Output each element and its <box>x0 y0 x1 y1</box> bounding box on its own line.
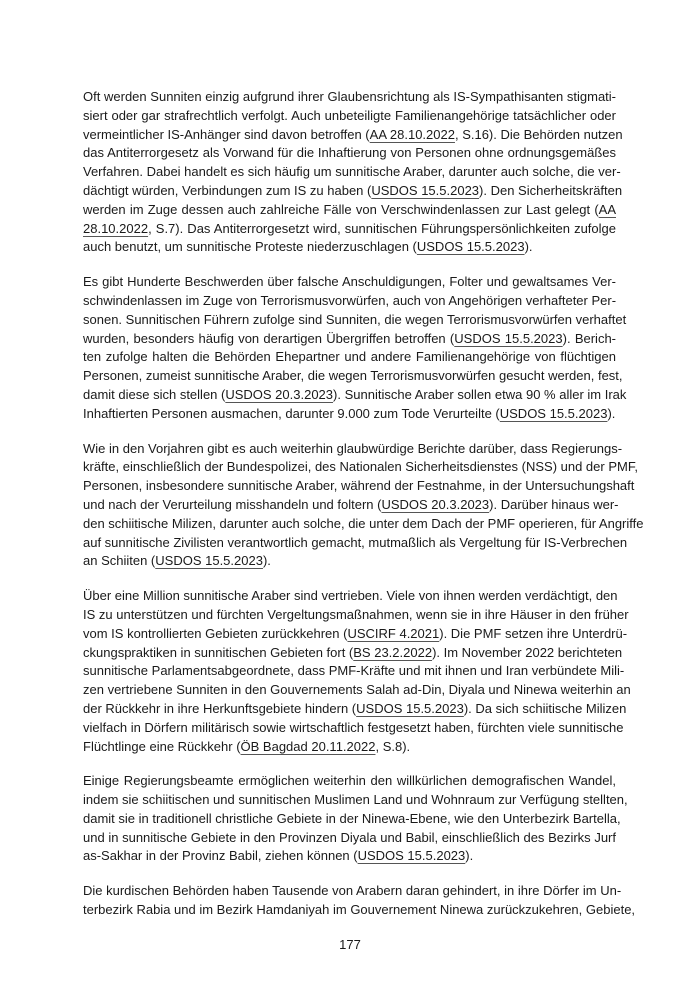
text-run: der Rückkehr in ihre Herkunftsgebiete hindern ( <box>83 700 357 716</box>
text-run: Einige Regierungsbeamte ermöglichen weiterhin den willkürlichen demografischen Wandel, <box>83 773 616 789</box>
page-number: 177 <box>339 936 361 952</box>
text-run: ten zufolge halten die Behörden Ehepartner und andere Familienangehörige von flüchtigen <box>83 349 616 365</box>
citation-link[interactable]: BS 23.2.2022 <box>353 644 433 660</box>
text-run: ). Sunnitische Araber sollen etwa 90 % aller im Irak <box>333 386 627 402</box>
text-run: siert oder gar strafrechtlich verfolgt. Auch unbeteiligte Familienangehörige tatsächlicher oder <box>83 107 616 123</box>
text-line <box>83 847 616 866</box>
text-run: ). Da sich schiitische Milizen <box>463 700 627 716</box>
text-run: und nach der Verurteilung misshandeln und foltern ( <box>83 496 382 512</box>
text-run: ). <box>262 553 271 569</box>
text-run: Flüchtlinge eine Rückkehr ( <box>83 738 241 754</box>
text-run: indem sie schiitischen und sunnitischen Muslimen Land und Wohnraum zur Verfügung stellten, <box>83 792 628 808</box>
text-run: damit diese sich stellen ( <box>83 386 226 402</box>
text-run: Personen, insbesondere sunnitische Araber, während der Festnahme, in der Untersuchungshaft <box>83 478 635 494</box>
text-run: an Schiiten ( <box>83 553 156 569</box>
text-run: vielfach in Dörfern militärisch sowie wirtschaftlich festgesetzt haben, fürchten viele sunnitische <box>83 719 624 735</box>
text-line <box>83 477 635 496</box>
citation-link[interactable]: USDOS 20.3.2023 <box>381 496 490 512</box>
text-line <box>83 163 621 182</box>
text-line <box>83 440 623 459</box>
text-run: ). <box>465 848 474 864</box>
text-run: dächtigt würden, Verbindungen zum IS zu haben ( <box>83 182 372 198</box>
text-line <box>83 625 628 644</box>
text-line <box>83 772 616 791</box>
text-run: ). Die PMF setzen ihre Unterdrü- <box>439 625 628 641</box>
citation-link[interactable]: 28.10.2022 <box>83 220 149 236</box>
citation-link[interactable]: USDOS 15.5.2023 <box>356 700 464 716</box>
text-line <box>83 791 628 810</box>
text-run: werden im Zuge dessen auch zahlreiche Fälle von Verschwindenlassen zur Last gelegt ( <box>83 201 599 217</box>
paragraph <box>83 772 628 866</box>
text-line <box>83 144 616 163</box>
text-line <box>83 348 616 367</box>
text-line <box>83 829 616 848</box>
citation-link[interactable]: USDOS 15.5.2023 <box>357 848 466 864</box>
paragraph <box>83 440 644 572</box>
text-line <box>83 738 616 757</box>
text-run: ). Berich- <box>562 330 616 346</box>
text-line <box>83 330 616 349</box>
citation-link[interactable]: AA 28.10.2022 <box>369 126 455 142</box>
text-run: schwindenlassen im Zuge von Terrorismusvorwürfen, auch von Angehörigen verhafteter Per- <box>83 292 617 308</box>
text-line <box>83 901 636 920</box>
text-line <box>83 273 616 292</box>
text-run: ). <box>524 239 533 255</box>
text-line <box>83 458 638 477</box>
text-run: sunnitische Parlamentsabgeordnete, dass PMF-Kräfte und mit ihnen und Iran verbündete Mili- <box>83 663 625 679</box>
text-line <box>83 496 619 515</box>
text-line <box>83 719 624 738</box>
text-line <box>83 681 631 700</box>
text-line <box>83 201 616 220</box>
text-run: Wie in den Vorjahren gibt es auch weiterhin glaubwürdige Berichte darüber, dass Regierungs- <box>83 440 623 456</box>
text-run: Es gibt Hunderte Beschwerden über falsche Anschuldigungen, Folter und gewaltsames Ver- <box>83 274 616 290</box>
text-run: as-Sakhar in der Provinz Babil, ziehen können ( <box>83 848 358 864</box>
text-line <box>83 292 616 311</box>
citation-link[interactable]: USDOS 15.5.2023 <box>454 330 563 346</box>
text-run: Personen, zumeist sunnitische Araber, die wegen Terrorismusvorwürfen gesucht werden, fest, <box>83 368 623 384</box>
paragraph <box>83 88 623 257</box>
text-run: , S.8). <box>375 738 411 754</box>
text-run: damit sie in traditionell christliche Gebiete in der Ninewa-Ebene, wie den Unterbezirk Bartella, <box>83 810 621 826</box>
text-run: terbezirk Rabia und im Bezirk Hamdaniyah im Gouvernement Ninewa zurückzukehren, Gebiete, <box>83 902 636 918</box>
text-run: Die kurdischen Behörden haben Tausende von Arabern daran gehindert, in ihre Dörfer im Un- <box>83 883 622 899</box>
text-line <box>83 107 616 126</box>
text-line <box>83 367 623 386</box>
text-run: auch benutzt, um sunnitische Proteste niederzuschlagen ( <box>83 239 417 255</box>
text-run: ckungspraktiken in sunnitischen Gebieten fort ( <box>83 644 354 660</box>
text-run: auf sunnitische Zivilisten verantwortlich gemacht, mutmaßlich als Vergeltung für IS-Verbrechen <box>83 534 628 550</box>
text-run: wurden, besonders häufig von derartigen Übergriffen betroffen ( <box>83 330 455 346</box>
citation-link[interactable]: USDOS 15.5.2023 <box>155 553 263 569</box>
text-line <box>83 220 616 239</box>
text-run: ). Im November 2022 berichteten <box>432 644 623 660</box>
text-line <box>83 810 621 829</box>
text-run: ). <box>607 405 616 421</box>
citation-link[interactable]: USDOS 20.3.2023 <box>225 386 334 402</box>
text-run: sonen. Sunnitischen Führern zufolge sind Sunniten, die wegen Terrorismusvorwürfen verhaftet <box>83 311 627 327</box>
text-line <box>83 515 644 534</box>
text-run: vermeintlicher IS-Anhänger sind davon betroffen ( <box>83 126 370 142</box>
text-line <box>83 386 627 405</box>
text-run: vom IS kontrollierten Gebieten zurückkehren ( <box>83 625 348 641</box>
text-run: den schiitische Milizen, darunter auch solche, die unter dem Dach der PMF operieren, für Angriffe <box>83 515 644 531</box>
body-text <box>83 88 644 920</box>
text-line <box>83 700 627 719</box>
text-run: Über eine Million sunnitische Araber sind vertrieben. Viele von ihnen werden verdächtigt, den <box>83 588 618 604</box>
text-run: Verfahren. Dabei handelt es sich häufig um sunnitische Araber, darunter auch solche, die ver- <box>83 164 621 180</box>
text-line <box>83 182 623 201</box>
text-run: , S.7). Das Antiterrorgesetzt wird, sunnitischen Führungspersönlichkeiten zufolge <box>148 220 616 236</box>
text-run: zen vertriebene Sunniten in den Gouvernements Salah ad-Din, Diyala und Ninewa weiterhin an <box>83 682 631 698</box>
text-run: , S.16). Die Behörden nutzen <box>454 126 623 142</box>
text-line <box>83 238 616 257</box>
paragraph <box>83 587 631 756</box>
citation-link[interactable]: AA <box>598 201 616 217</box>
paragraph <box>83 882 636 920</box>
text-line <box>83 644 623 663</box>
citation-link[interactable]: USDOS 15.5.2023 <box>416 239 525 255</box>
citation-link[interactable]: USCIRF 4.2021 <box>347 625 440 641</box>
text-run: und in sunnitische Gebiete in den Provinzen Diyala und Babil, einschließlich des Bezirks Jurf <box>83 829 616 845</box>
text-run: das Antiterrorgesetz als Vorwand für die Inhaftierung von Personen ohne ordnungsgemäßes <box>83 145 616 161</box>
text-run: IS zu unterstützen und fürchten Vergeltungsmaßnahmen, wenn sie in ihre Häuser in den früher <box>83 606 629 622</box>
text-line <box>83 606 629 625</box>
text-run: Oft werden Sunniten einzig aufgrund ihrer Glaubensrichtung als IS-Sympathisanten stigmati- <box>83 89 616 104</box>
citation-link[interactable]: ÖB Bagdad 20.11.2022 <box>240 738 376 754</box>
citation-link[interactable]: USDOS 15.5.2023 <box>371 182 480 198</box>
text-line <box>83 405 616 424</box>
text-line <box>83 587 616 606</box>
text-run: ). Den Sicherheitskräften <box>479 182 623 198</box>
text-line <box>83 126 623 145</box>
paragraph <box>83 273 627 423</box>
text-line <box>83 534 628 553</box>
text-run: kräfte, einschließlich der Bundespolizei, des Nationalen Sicherheitsdienstes (NSS) und der PMF, <box>83 459 638 475</box>
text-run: Inhaftierten Personen ausmachen, darunter 9.000 zum Tode Verurteilte ( <box>83 405 500 421</box>
text-line <box>83 88 616 107</box>
text-run: ). Darüber hinaus wer- <box>489 496 619 512</box>
text-line <box>83 882 622 901</box>
text-line <box>83 552 616 571</box>
text-line <box>83 662 625 681</box>
text-line <box>83 311 627 330</box>
citation-link[interactable]: USDOS 15.5.2023 <box>499 405 608 421</box>
